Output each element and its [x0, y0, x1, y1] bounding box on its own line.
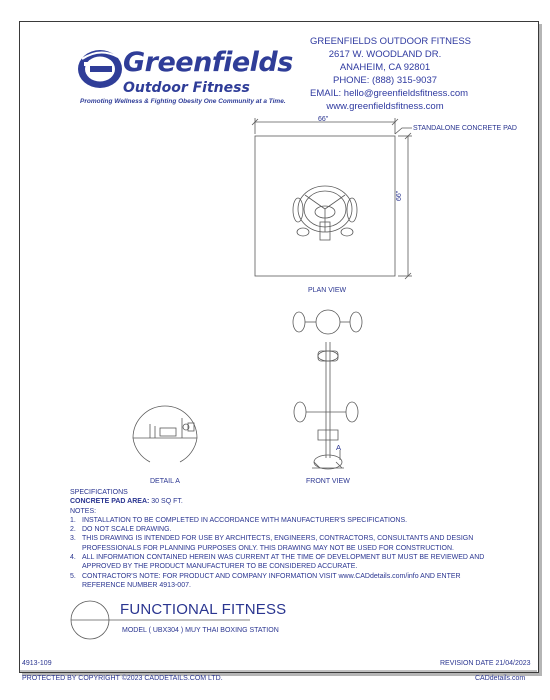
note-text: ALL INFORMATION CONTAINED HEREIN WAS CURRENT AT THE TIME OF DEVELOPMENT BUT MUST BE REVIEWED AND — [82, 554, 485, 562]
copyright-notice: PROTECTED BY COPYRIGHT ©2023 CADDETAILS.COM LTD. — [22, 675, 223, 682]
cad-details-brand: CADdetails.com — [475, 675, 526, 682]
drawing-title: FUNCTIONAL FITNESS — [120, 601, 287, 618]
note-number: 4. — [70, 554, 76, 562]
plan-view-label: PLAN VIEW — [308, 287, 347, 294]
specifications-heading: SPECIFICATIONS — [70, 489, 128, 496]
note-number: 5. — [70, 572, 76, 580]
logo-brand: Greenfields — [123, 47, 293, 78]
note-number: 3. — [70, 535, 76, 543]
specifications-block — [70, 488, 484, 590]
note-item — [70, 562, 484, 571]
note-text: REFERENCE NUMBER 4913-007. — [82, 581, 191, 589]
note-text: DO NOT SCALE DRAWING. — [82, 526, 172, 534]
note-item — [70, 581, 484, 590]
plan-height-dimension: 66" — [396, 190, 403, 201]
company-address-line2: ANAHEIM, CA 92801 — [339, 62, 431, 73]
pad-label-leader — [395, 128, 412, 134]
revision-date: REVISION DATE 21/04/2023 — [440, 660, 531, 667]
note-item — [70, 525, 484, 534]
pad-label: STANDALONE CONCRETE PAD — [413, 125, 517, 132]
front-view-label: FRONT VIEW — [306, 478, 350, 485]
company-email: EMAIL: hello@greenfieldsfitness.com — [310, 88, 469, 99]
company-phone: PHONE: (888) 315-9037 — [332, 75, 438, 86]
note-number: 1. — [70, 516, 76, 524]
equipment-plan-view — [293, 186, 357, 240]
detail-a-drawing — [133, 406, 197, 462]
concrete-pad-area — [70, 497, 484, 506]
company-name: GREENFIELDS OUTDOOR FITNESS — [310, 36, 471, 47]
note-item — [70, 572, 484, 581]
concrete-pad-area-label: CONCRETE PAD AREA: — [70, 498, 150, 506]
equipment-front-view — [293, 310, 362, 469]
concrete-pad-area-value: 30 SQ FT. — [149, 498, 183, 506]
detail-a-label: DETAIL A — [150, 478, 180, 485]
drawing-subtitle: MODEL ( UBX304 ) MUY THAI BOXING STATION — [122, 627, 279, 634]
note-item — [70, 534, 484, 543]
company-website: www.greenfieldsfitness.com — [326, 101, 444, 112]
notes-list — [70, 516, 484, 590]
drawing-code: 4913-109 — [22, 660, 52, 667]
logo-subtitle: Outdoor Fitness — [123, 80, 250, 96]
note-text: CONTRACTOR'S NOTE: FOR PRODUCT AND COMPANY INFORMATION VISIT www.CADdetails.com/info AND ENTER — [82, 572, 461, 580]
detail-marker-a: A — [336, 443, 342, 452]
plan-width-dimension: 66" — [318, 116, 329, 123]
note-text: THIS DRAWING IS INTENDED FOR USE BY ARCHITECTS, ENGINEERS, CONTRACTORS, CONSULTANTS AND DESIGN — [82, 535, 474, 543]
note-item — [70, 544, 484, 553]
notes-heading: NOTES: — [70, 507, 97, 515]
note-item — [70, 553, 484, 562]
note-number: 2. — [70, 526, 76, 534]
note-text: PROFESSIONALS FOR PLANNING PURPOSES ONLY. THIS DRAWING MAY NOT BE USED FOR CONSTRUCTION. — [82, 544, 454, 552]
logo-tagline: Promoting Wellness & Fighting Obesity One Community at a Time. — [80, 98, 286, 105]
company-address-line1: 2617 W. WOODLAND DR. — [328, 49, 442, 60]
note-text: APPROVED BY THE PRODUCT MANUFACTURER TO BE CONSIDERED ACCURATE. — [82, 563, 358, 571]
note-text: INSTALLATION TO BE COMPLETED IN ACCORDANCE WITH MANUFACTURER'S SPECIFICATIONS. — [82, 516, 408, 524]
note-item — [70, 516, 484, 525]
